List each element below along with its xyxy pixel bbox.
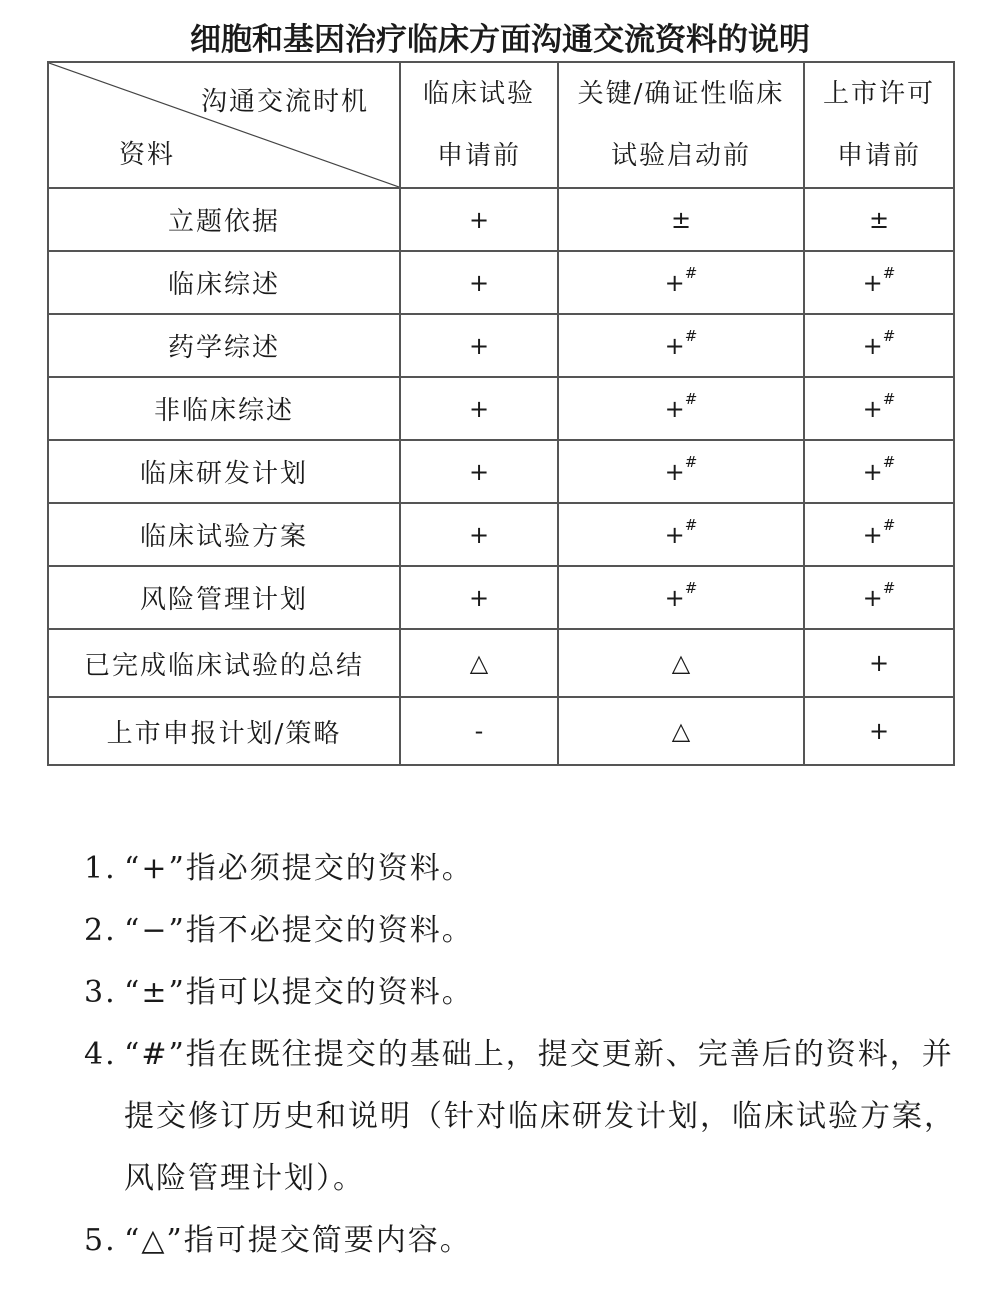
note-number: 4. (84, 1037, 117, 1072)
cell-superscript: # (684, 515, 698, 534)
cell-symbol: + (862, 520, 883, 549)
corner-top-label: 沟通交流时机 (200, 87, 369, 117)
table-cell (400, 188, 558, 251)
table-cell (804, 697, 954, 765)
table-cell (804, 503, 954, 566)
table-cell (558, 440, 804, 503)
table-row (48, 697, 954, 765)
note-text: “△”指可提交简要内容。 (124, 1223, 472, 1258)
table-cell (400, 314, 558, 377)
table-row (48, 629, 954, 697)
table-row (48, 314, 954, 377)
table-cell (804, 629, 954, 697)
cell-symbol: △ (469, 649, 489, 677)
table-cell (558, 251, 804, 314)
column-header-line1: 上市许可 (822, 79, 935, 109)
note-number: 3. (84, 975, 117, 1010)
cell-symbol: + (664, 583, 685, 612)
column-header-line1: 临床试验 (422, 79, 535, 109)
table-cell (804, 377, 954, 440)
cell-symbol: + (468, 268, 490, 297)
table-cell (558, 377, 804, 440)
note-number: 2. (84, 913, 117, 948)
note-item (84, 1210, 964, 1272)
table-cell (400, 503, 558, 566)
cell-symbol: + (664, 268, 685, 297)
cell-superscript: # (882, 578, 896, 597)
cell-symbol: + (862, 331, 883, 360)
cell-symbol: - (474, 717, 484, 745)
table-cell (400, 251, 558, 314)
cell-symbol: + (862, 268, 883, 297)
column-header-line2: 试验启动前 (610, 141, 751, 171)
row-label: 药学综述 (48, 314, 400, 377)
cell-symbol: + (862, 457, 883, 486)
note-text: “#”指在既往提交的基础上，提交更新、完善后的资料，并提交修订历史和说明（针对临床研发计划，临床试验方案，风险管理计划）。 (124, 1037, 956, 1196)
table-cell (804, 440, 954, 503)
row-label: 立题依据 (48, 188, 400, 251)
table-cell (558, 566, 804, 629)
row-label: 上市申报计划/策略 (48, 697, 400, 765)
cell-superscript: # (684, 263, 698, 282)
note-item (84, 900, 964, 962)
column-header-1 (400, 62, 558, 188)
materials-table (47, 61, 955, 766)
row-label: 风险管理计划 (48, 566, 400, 629)
table-cell (558, 188, 804, 251)
note-item (84, 838, 964, 900)
column-header-line1: 关键/确证性临床 (577, 79, 785, 109)
table-cell (558, 697, 804, 765)
table-row (48, 377, 954, 440)
cell-superscript: # (684, 389, 698, 408)
table-cell (804, 188, 954, 251)
cell-superscript: # (882, 389, 896, 408)
row-label: 临床试验方案 (48, 503, 400, 566)
row-label: 临床综述 (48, 251, 400, 314)
table-row (48, 188, 954, 251)
table-cell (558, 314, 804, 377)
cell-superscript: # (684, 578, 698, 597)
column-header-line2: 申请前 (836, 141, 921, 171)
table-cell (400, 440, 558, 503)
table-row (48, 440, 954, 503)
cell-symbol: △ (671, 649, 691, 677)
cell-superscript: # (882, 263, 896, 282)
table-cell (558, 503, 804, 566)
cell-symbol: + (468, 583, 490, 612)
cell-superscript: # (882, 515, 896, 534)
row-label: 非临床综述 (48, 377, 400, 440)
table-header-row (48, 62, 954, 188)
note-text: “−”指不必提交的资料。 (124, 913, 474, 948)
cell-symbol: + (468, 394, 490, 423)
cell-symbol: ± (670, 205, 692, 234)
column-header-line2: 申请前 (436, 141, 521, 171)
note-text: “+”指必须提交的资料。 (124, 851, 474, 886)
cell-superscript: # (882, 452, 896, 471)
cell-symbol: + (664, 394, 685, 423)
cell-symbol: + (468, 205, 490, 234)
table-cell (400, 629, 558, 697)
cell-symbol: ± (868, 205, 890, 234)
table-row (48, 251, 954, 314)
row-label: 已完成临床试验的总结 (48, 629, 400, 697)
note-text: “±”指可以提交的资料。 (124, 975, 474, 1010)
table-row (48, 566, 954, 629)
cell-symbol: + (868, 717, 890, 745)
page-title: 细胞和基因治疗临床方面沟通交流资料的说明 (190, 22, 810, 58)
notes-list (84, 838, 964, 1272)
table-cell (400, 566, 558, 629)
cell-symbol: + (468, 520, 490, 549)
cell-symbol: + (468, 331, 490, 360)
cell-symbol: + (862, 583, 883, 612)
row-label: 临床研发计划 (48, 440, 400, 503)
note-item (84, 962, 964, 1024)
table-cell (400, 697, 558, 765)
table-cell (558, 629, 804, 697)
table-cell (804, 566, 954, 629)
cell-symbol: + (468, 457, 490, 486)
cell-symbol: + (664, 457, 685, 486)
cell-symbol: + (862, 394, 883, 423)
note-number: 5. (84, 1223, 117, 1258)
cell-superscript: # (684, 452, 698, 471)
table-cell (804, 251, 954, 314)
note-item (84, 1024, 964, 1210)
corner-bottom-label: 资料 (119, 140, 176, 170)
table-cell (400, 377, 558, 440)
cell-superscript: # (684, 326, 698, 345)
column-header-2 (558, 62, 804, 188)
cell-symbol: + (664, 331, 685, 360)
table-row (48, 503, 954, 566)
cell-symbol: + (868, 649, 890, 677)
note-number: 1. (84, 851, 117, 886)
corner-cell (48, 62, 400, 188)
cell-superscript: # (882, 326, 896, 345)
cell-symbol: + (664, 520, 685, 549)
cell-symbol: △ (671, 717, 691, 745)
column-header-3 (804, 62, 954, 188)
table-cell (804, 314, 954, 377)
